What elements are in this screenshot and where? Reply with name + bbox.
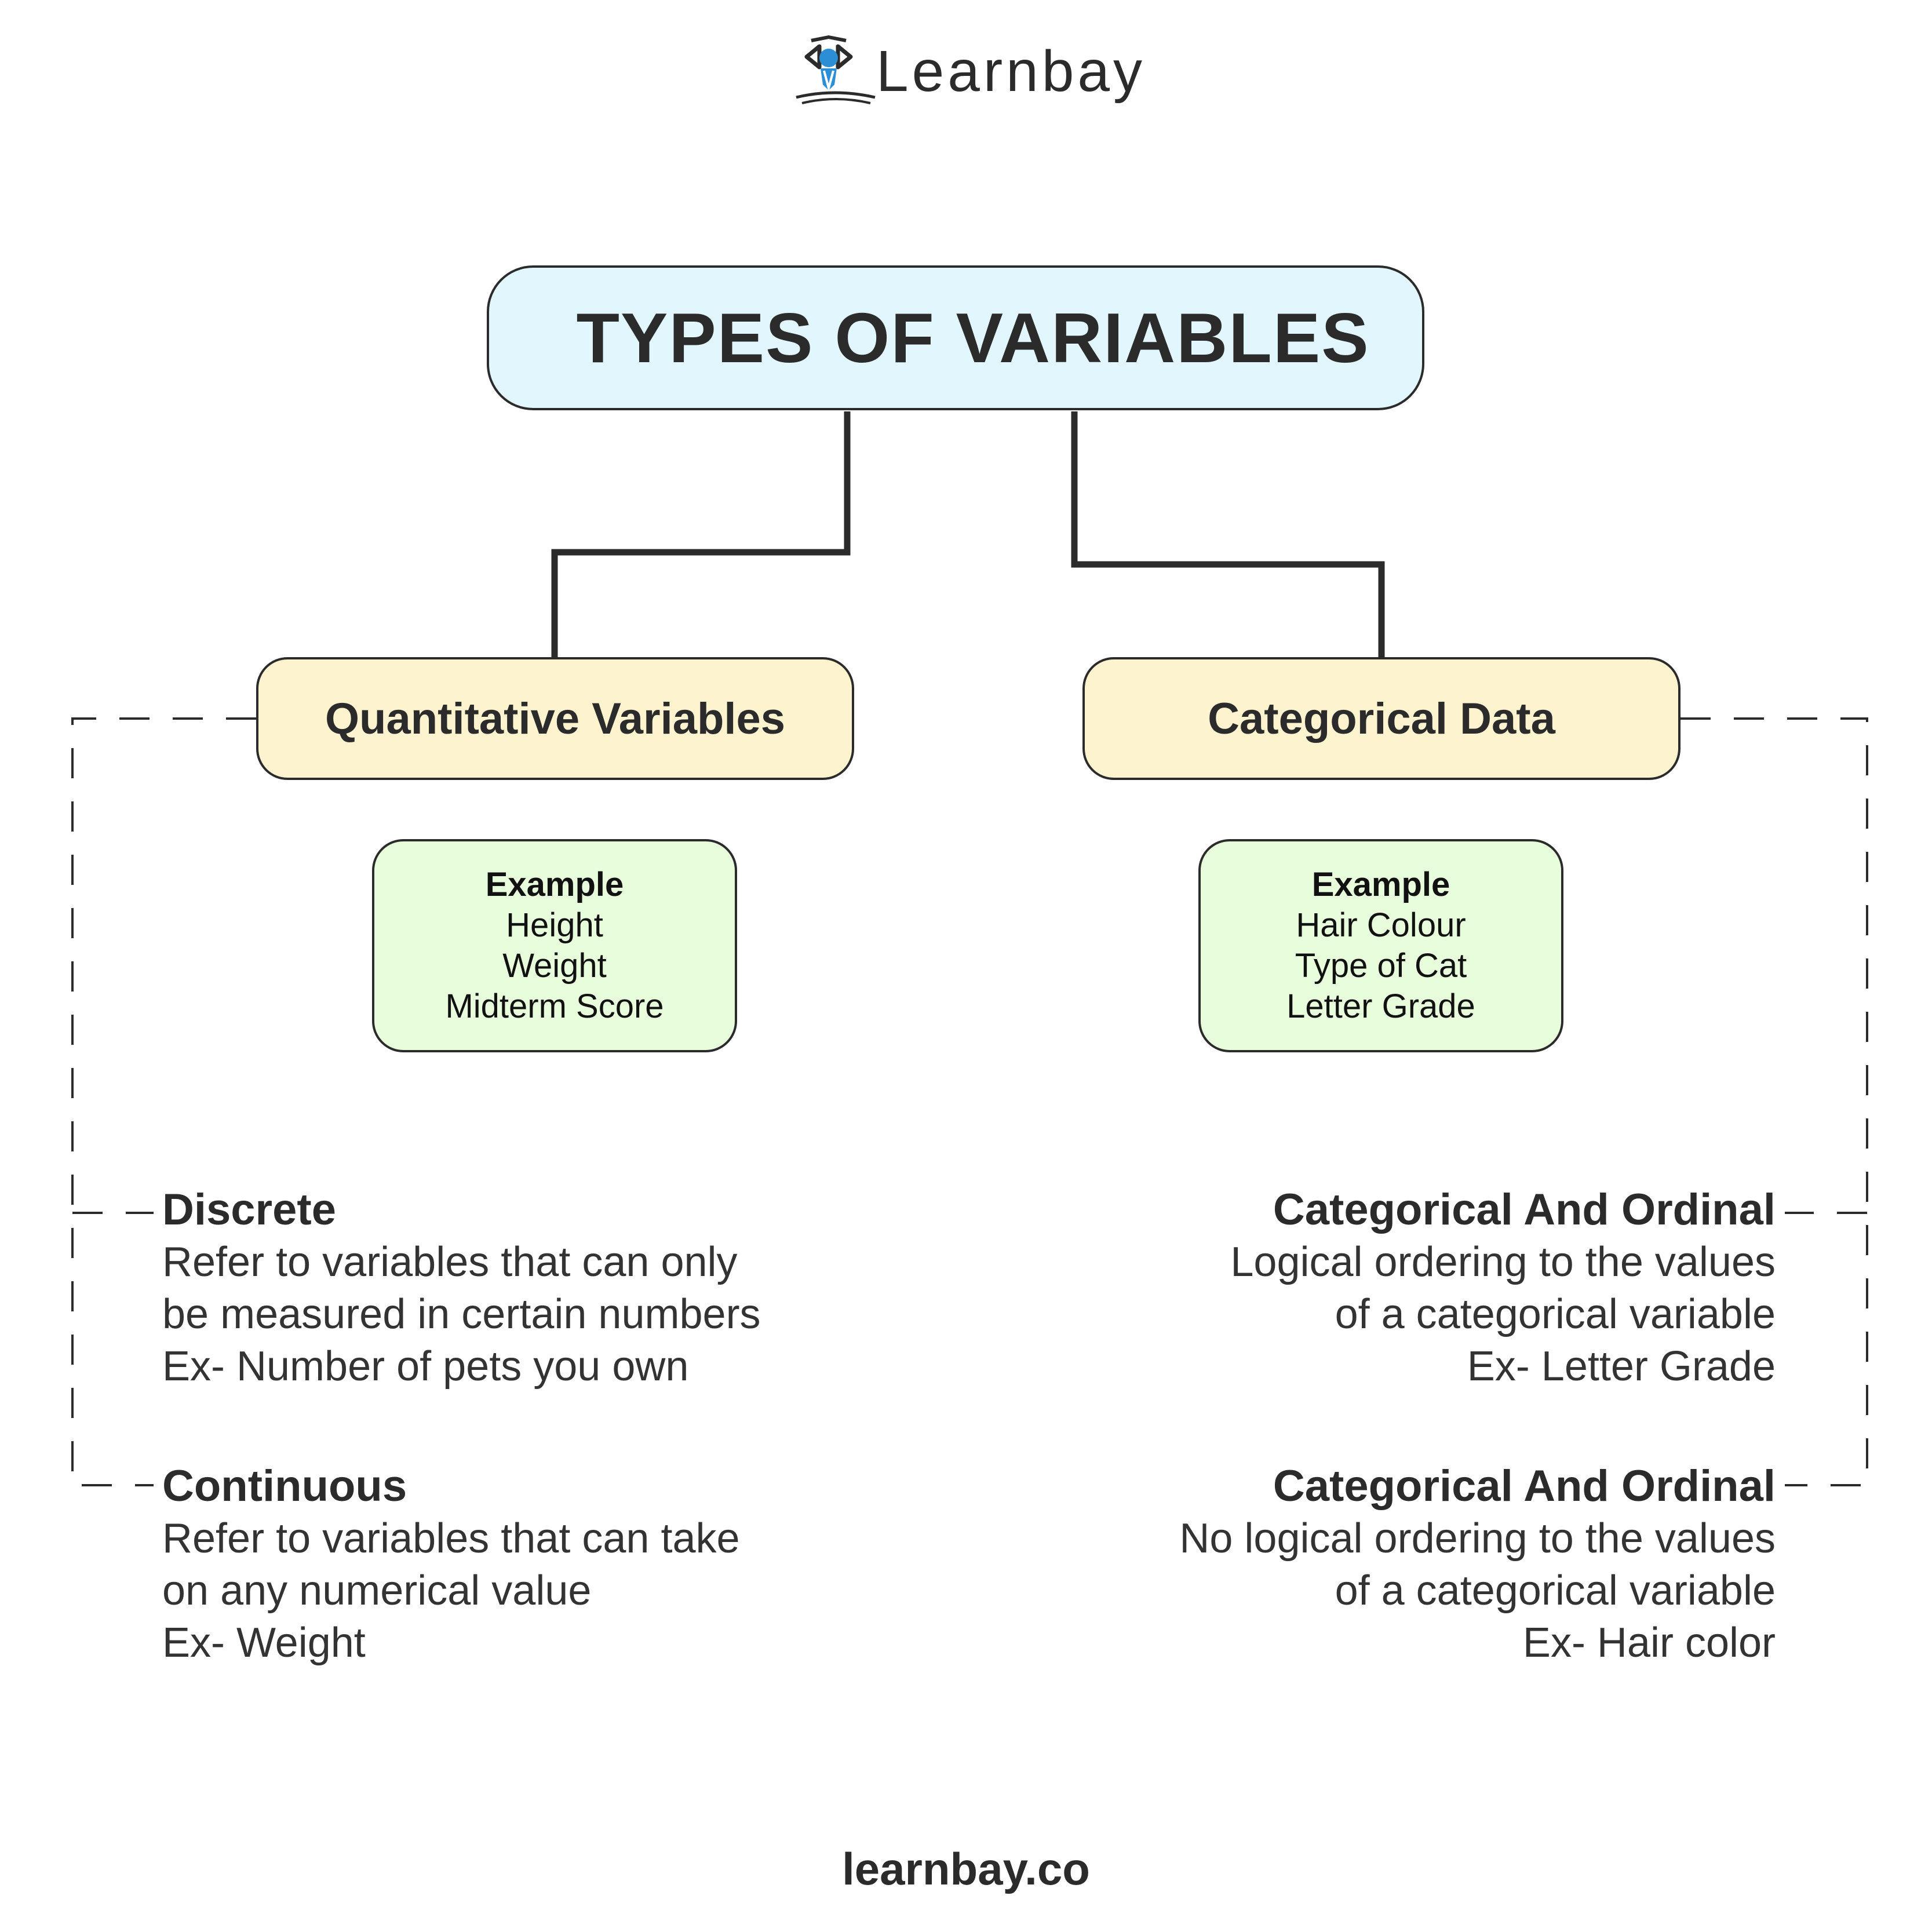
categorical-label: Categorical Data	[1208, 694, 1555, 743]
discrete-line: be measured in certain numbers	[162, 1291, 761, 1337]
continuous-heading: Continuous	[162, 1461, 407, 1511]
quantitative-label: Quantitative Variables	[325, 694, 786, 743]
nominal-line: Ex- Hair color	[1522, 1620, 1776, 1666]
logo-wordmark: Learnbay	[876, 39, 1146, 104]
continuous-line: Refer to variables that can take	[162, 1515, 740, 1562]
example-item: Hair Colour	[1296, 906, 1466, 944]
ordinal-heading: Categorical And Ordinal	[1273, 1185, 1776, 1234]
nominal-block	[1179, 1460, 1776, 1669]
diagram-title: TYPES OF VARIABLES	[576, 298, 1370, 377]
ordinal-line: of a categorical variable	[1335, 1291, 1776, 1337]
quantitative-example-box	[372, 839, 737, 1052]
continuous-line: on any numerical value	[162, 1568, 592, 1614]
nominal-line: of a categorical variable	[1335, 1568, 1776, 1614]
ordinal-line: Ex- Letter Grade	[1467, 1343, 1776, 1390]
example-heading: Example	[1311, 866, 1450, 903]
title-box	[487, 265, 1424, 410]
discrete-block	[162, 1184, 761, 1393]
example-item: Midterm Score	[445, 987, 664, 1025]
nominal-line: No logical ordering to the values	[1179, 1515, 1776, 1562]
example-heading: Example	[485, 866, 624, 903]
connector-title-to-quantitative	[555, 411, 847, 657]
example-item: Weight	[502, 947, 607, 985]
nominal-heading: Categorical And Ordinal	[1273, 1461, 1776, 1511]
continuous-block	[162, 1460, 740, 1669]
quantitative-node	[256, 657, 854, 780]
example-item: Height	[506, 906, 603, 944]
categorical-node	[1082, 657, 1681, 780]
ordinal-block	[1230, 1184, 1776, 1393]
discrete-line: Ex- Number of pets you own	[162, 1343, 689, 1390]
continuous-line: Ex- Weight	[162, 1620, 366, 1666]
example-item: Letter Grade	[1286, 987, 1475, 1025]
footer-url: learnbay.co	[842, 1843, 1090, 1894]
example-item: Type of Cat	[1295, 947, 1467, 985]
discrete-line: Refer to variables that can only	[162, 1239, 738, 1285]
brand-logo	[794, 35, 1153, 110]
ordinal-line: Logical ordering to the values	[1230, 1239, 1776, 1285]
connector-title-to-categorical	[1074, 411, 1381, 657]
discrete-heading: Discrete	[162, 1185, 336, 1234]
learnbay-logo-icon	[794, 35, 881, 110]
categorical-example-box	[1198, 839, 1563, 1052]
